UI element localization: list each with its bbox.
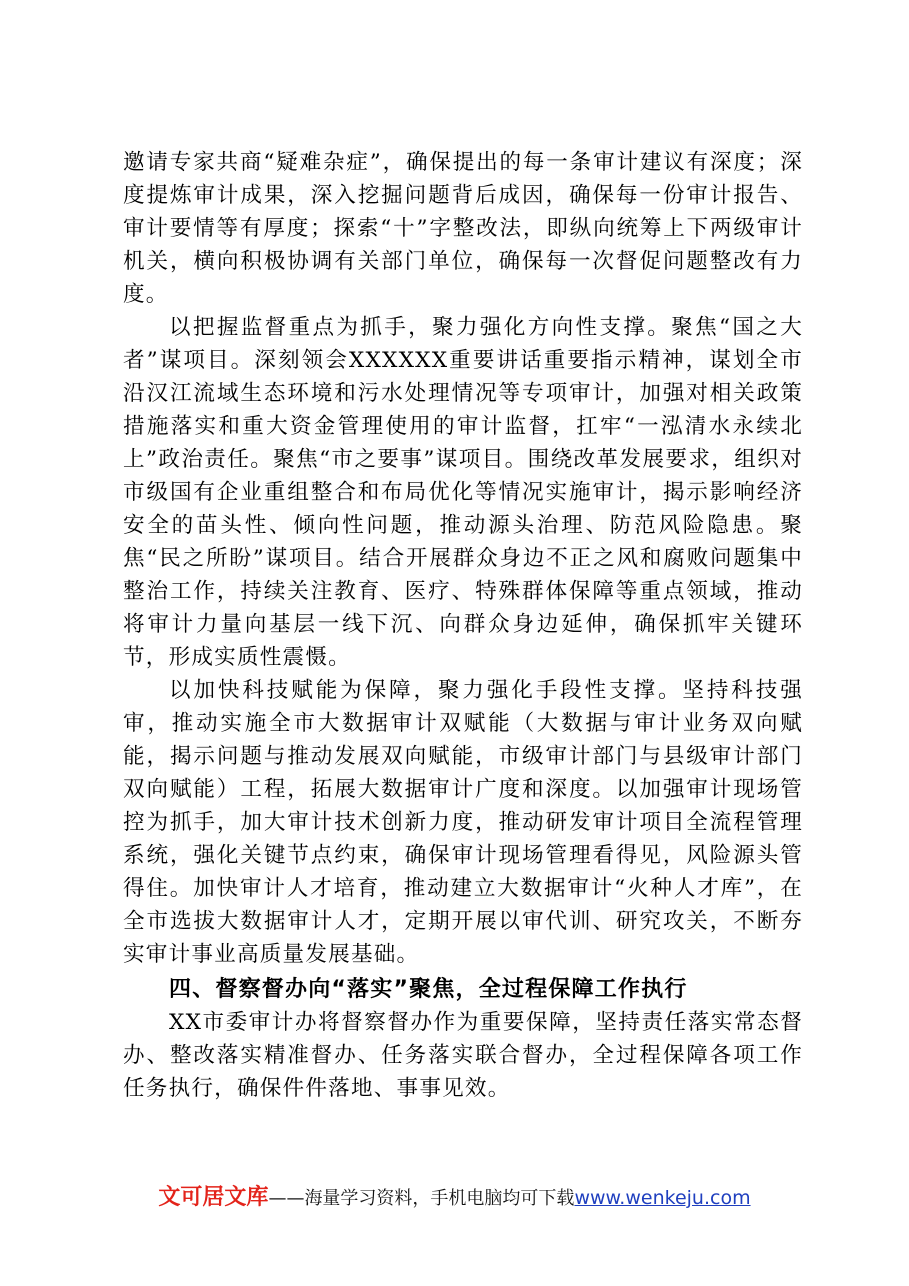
section-heading-four: 四、督察督办向“落实”聚焦，全过程保障工作执行 xyxy=(169,977,688,1002)
paragraph-continuation: 邀请专家共商“疑难杂症”，确保提出的每一条审计建议有深度；深度提炼审计成果，深入挖掘问题背后成因，确保每一份审计报告、审计要情等有厚度；探索“十”字整改法，即纵向统筹上下两级审计机关，横向积极协调有关部门单位，确保每一次督促问题整改有力度。 xyxy=(123,150,803,307)
footer-slogan: ——海量学习资料，手机电脑均可下载 xyxy=(268,1188,575,1209)
paragraph-supervision-focus: 以把握监督重点为抓手，聚力强化方向性支撑。聚焦“国之大者”谋项目。深刻领会XXXXXX重要讲话重要指示精神，谋划全市沿汉江流域生态环境和污水处理情况等专项审计，加强对相关政策措施落实和重大资金管理使用的审计监督，扛牢“一泓清水永续北上”政治责任。聚焦“市之要事”谋项目。围绕改革发展要求，组织对市级国有企业重组整合和布局优化等情况实施审计，揭示影响经济安全的苗头性、倾向性问题，推动源头治理、防范风险隐患。聚焦“民之所盼”谋项目。结合开展群众身边不正之风和腐败问题集中整治工作，持续关注教育、医疗、特殊群体保障等重点领域，推动将审计力量向基层一线下沉、向群众身边延伸，确保抓牢关键环节，形成实质性震慑。 xyxy=(123,315,803,670)
paragraph-supervision-execution: XX市委审计办将督察督办作为重要保障，坚持责任落实常态督办、整改落实精准督办、任务落实联合督办，全过程保障各项工作任务执行，确保件件落地、事事见效。 xyxy=(123,1010,803,1101)
paragraph-technology-empowerment: 以加快科技赋能为保障，聚力强化手段性支撑。坚持科技强审，推动实施全市大数据审计双赋能（大数据与审计业务双向赋能，揭示问题与推动发展双向赋能，市级审计部门与县级审计部门双向赋能）工程，拓展大数据审计广度和深度。以加强审计现场管控为抓手，加大审计技术创新力度，推动研发审计项目全流程管理系统，强化关键节点约束，确保审计现场管理看得见，风险源头管得住。加快审计人才培育，推动建立大数据审计“火种人才库”，在全市选拔大数据审计人才，定期开展以审代训、研究攻关，不断夯实审计事业高质量发展基础。 xyxy=(123,678,803,967)
footer-banner xyxy=(0,1180,909,1211)
footer-url-link[interactable]: www.wenkeju.com xyxy=(574,1187,751,1209)
document-body xyxy=(123,146,803,1105)
footer-brand: 文可居文库 xyxy=(158,1185,269,1210)
